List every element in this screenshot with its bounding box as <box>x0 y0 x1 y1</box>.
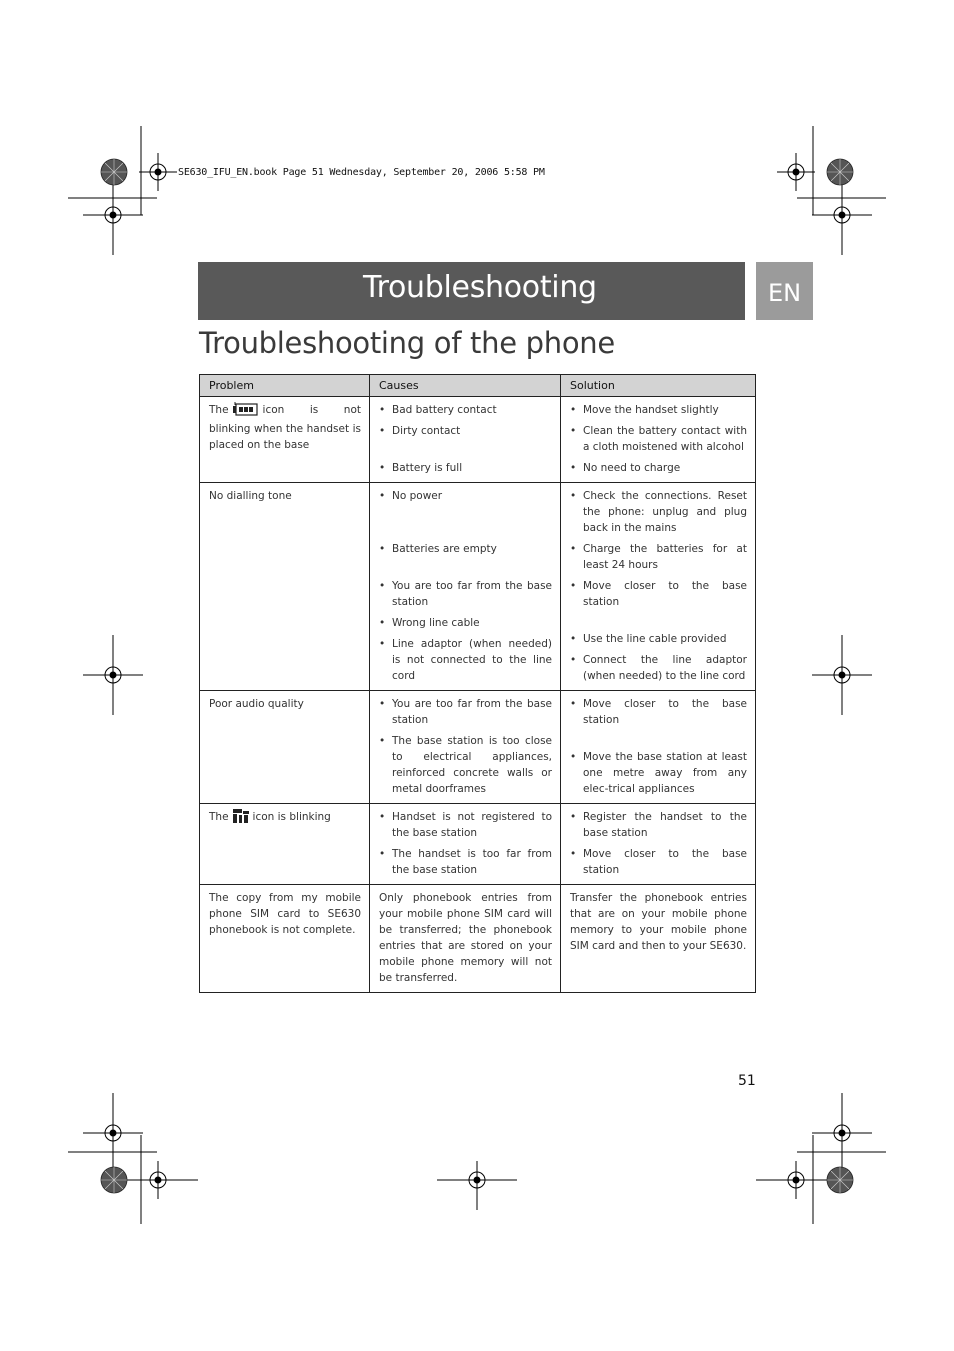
problem-prefix: The <box>209 811 229 823</box>
cause-item: • The handset is too far from the base station <box>379 846 552 878</box>
solution-item: • Move closer to the base station <box>570 846 747 878</box>
solution-item: • Move closer to the base station <box>570 578 747 610</box>
cause-item: • No power <box>379 488 552 504</box>
problem-cell <box>200 397 370 483</box>
solution-item: • No need to charge <box>570 460 747 476</box>
problem-suffix: icon is not blinking when the handset is placed on the base <box>209 404 361 451</box>
troubleshooting-table <box>199 374 756 993</box>
page-title: Troubleshooting of the phone <box>199 326 615 360</box>
cause-item: • Bad battery contact <box>379 402 552 418</box>
battery-icon <box>233 402 259 421</box>
solution-cell <box>561 804 756 885</box>
signal-icon <box>233 809 249 828</box>
solution-item: • Move closer to the base station <box>570 696 747 728</box>
book-info-slug: SE630_IFU_EN.book Page 51 Wednesday, September 20, 2006 5:58 PM <box>178 167 545 178</box>
causes-cell <box>370 691 561 804</box>
problem-cell: No dialling tone <box>200 483 370 691</box>
causes-cell <box>370 483 561 691</box>
solution-item: • Charge the batteries for at least 24 hours <box>570 541 747 573</box>
language-tab: EN <box>756 262 813 320</box>
cause-item: • The base station is too close to electrical appliances, reinforced concrete walls or metal doorframes <box>379 733 552 797</box>
problem-cell: Poor audio quality <box>200 691 370 804</box>
solution-cell <box>561 691 756 804</box>
cause-item: • Batteries are empty <box>379 541 552 557</box>
solution-item: • Connect the line adaptor (when needed) to the line cord <box>570 652 747 684</box>
problem-cell: The copy from my mobile phone SIM card to SE630 phonebook is not complete. <box>200 885 370 993</box>
header-causes: Causes <box>370 375 561 397</box>
causes-cell <box>370 804 561 885</box>
header-problem: Problem <box>200 375 370 397</box>
problem-prefix: The <box>209 404 229 416</box>
cause-item: • You are too far from the base station <box>379 578 552 610</box>
cause-item: • Battery is full <box>379 460 552 476</box>
cause-item: • Handset is not registered to the base station <box>379 809 552 841</box>
solution-cell <box>561 483 756 691</box>
solution-item: • Check the connections. Reset the phone: unplug and plug back in the mains <box>570 488 747 536</box>
cause-item: • Wrong line cable <box>379 615 552 631</box>
section-banner: Troubleshooting <box>198 262 745 320</box>
causes-cell <box>370 397 561 483</box>
solution-item: • Move the handset slightly <box>570 402 747 418</box>
table-row <box>200 483 756 691</box>
solution-cell <box>561 397 756 483</box>
solution-item: • Register the handset to the base station <box>570 809 747 841</box>
causes-cell: Only phonebook entries from your mobile phone SIM card will be transferred; the phonebook entries that are stored on your mobile phone memory will not be transferred. <box>370 885 561 993</box>
header-solution: Solution <box>561 375 756 397</box>
cause-item: • Dirty contact <box>379 423 552 439</box>
table-row <box>200 885 756 993</box>
problem-cell <box>200 804 370 885</box>
table-row <box>200 804 756 885</box>
problem-suffix: icon is blinking <box>252 811 331 823</box>
table-row <box>200 397 756 483</box>
solution-item: • Clean the battery contact with a cloth moistened with alcohol <box>570 423 747 455</box>
solution-item: • Move the base station at least one metre away from any elec-trical appliances <box>570 749 747 797</box>
cause-item: • Line adaptor (when needed) is not connected to the line cord <box>379 636 552 684</box>
solution-item: • Use the line cable provided <box>570 631 747 647</box>
cause-item: • You are too far from the base station <box>379 696 552 728</box>
page-number: 51 <box>738 1073 756 1089</box>
solution-cell: Transfer the phonebook entries that are on your mobile phone memory to your mobile phone SIM card and then to your SE630. <box>561 885 756 993</box>
table-header-row <box>200 375 756 397</box>
table-row <box>200 691 756 804</box>
